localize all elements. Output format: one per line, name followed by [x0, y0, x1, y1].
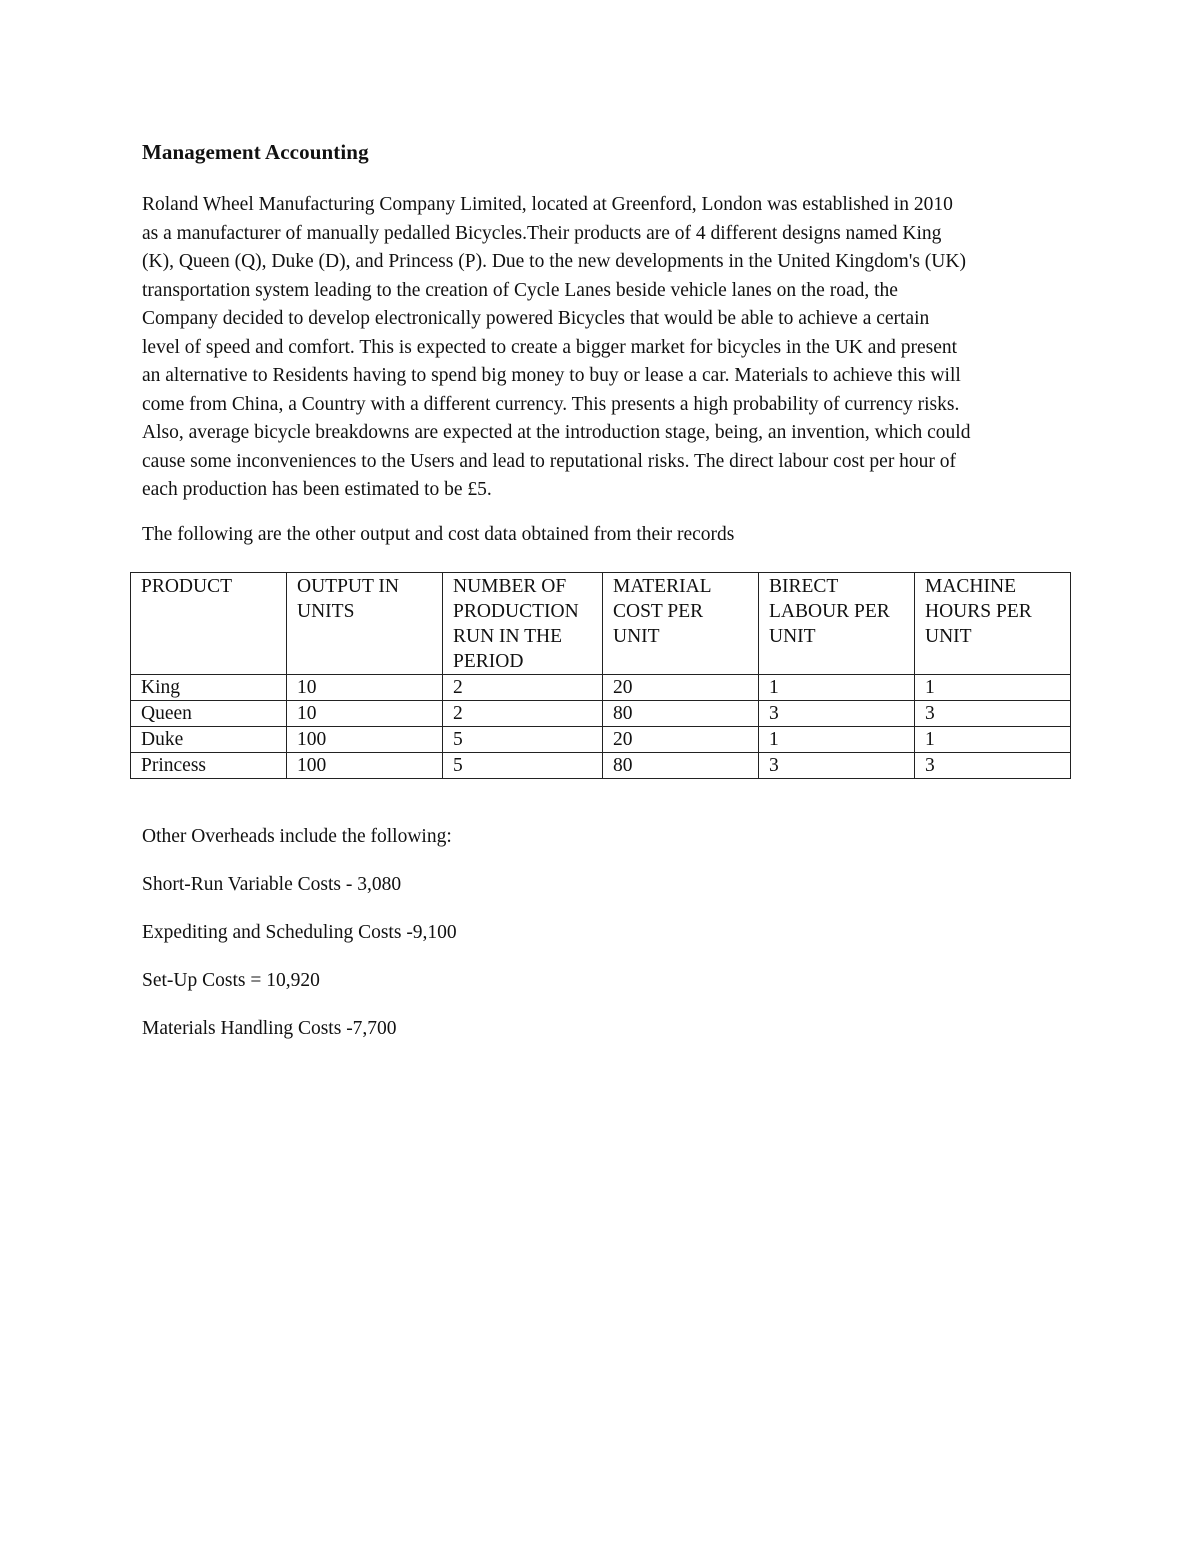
cell-direct-labour: 3	[759, 701, 915, 727]
intro-line: each production has been estimated to be £5.	[142, 479, 492, 500]
cell-machine-hours: 3	[915, 701, 1071, 727]
header-material-cost: MATERIAL COST PER UNIT	[603, 573, 759, 675]
cell-machine-hours: 3	[915, 753, 1071, 779]
table-row	[131, 701, 1071, 727]
header-direct-labour: BIRECT LABOUR PER UNIT	[759, 573, 915, 675]
cell-output-units: 100	[287, 753, 443, 779]
cell-production-runs: 5	[443, 727, 603, 753]
header-output-units: OUTPUT IN UNITS	[287, 573, 443, 675]
intro-line: (K), Queen (Q), Duke (D), and Princess (P). Due to the new developments in the United Kingdom's (UK)	[142, 251, 966, 272]
header-production-runs: NUMBER OF PRODUCTION RUN IN THE PERIOD	[443, 573, 603, 675]
intro-line: an alternative to Residents having to spend big money to buy or lease a car. Materials to achieve this will	[142, 365, 961, 386]
cell-output-units: 10	[287, 701, 443, 727]
overhead-item: Materials Handling Costs -7,700	[142, 1018, 397, 1039]
table-row	[131, 675, 1071, 701]
product-cost-table	[130, 572, 1071, 779]
cell-direct-labour: 1	[759, 675, 915, 701]
intro-line: Company decided to develop electronically powered Bicycles that would be able to achieve a certain	[142, 308, 930, 329]
intro-line: Also, average bicycle breakdowns are expected at the introduction stage, being, an invention, which could	[142, 422, 971, 443]
table-row	[131, 727, 1071, 753]
cell-direct-labour: 1	[759, 727, 915, 753]
cell-product: Princess	[131, 753, 287, 779]
cell-product: Duke	[131, 727, 287, 753]
overhead-item: Expediting and Scheduling Costs -9,100	[142, 922, 457, 943]
cell-material-cost: 80	[603, 701, 759, 727]
table-header-row	[131, 573, 1071, 675]
header-product: PRODUCT	[131, 573, 287, 675]
intro-line: Roland Wheel Manufacturing Company Limited, located at Greenford, London was established in 2010	[142, 194, 953, 215]
overhead-item: Short-Run Variable Costs - 3,080	[142, 874, 402, 895]
table-row	[131, 753, 1071, 779]
cell-machine-hours: 1	[915, 727, 1071, 753]
cell-production-runs: 2	[443, 675, 603, 701]
cell-product: King	[131, 675, 287, 701]
overheads-intro: Other Overheads include the following:	[142, 826, 452, 847]
cell-output-units: 100	[287, 727, 443, 753]
table-lead-text: The following are the other output and cost data obtained from their records	[142, 524, 735, 545]
cell-direct-labour: 3	[759, 753, 915, 779]
cell-material-cost: 20	[603, 675, 759, 701]
intro-line: as a manufacturer of manually pedalled Bicycles.Their products are of 4 different designs named King	[142, 222, 942, 244]
cell-material-cost: 80	[603, 753, 759, 779]
cell-product: Queen	[131, 701, 287, 727]
intro-line: transportation system leading to the creation of Cycle Lanes beside vehicle lanes on the road, the	[142, 279, 898, 301]
intro-line: cause some inconveniences to the Users and lead to reputational risks. The direct labour cost per hour of	[142, 450, 957, 472]
header-machine-hours: MACHINE HOURS PER UNIT	[915, 573, 1071, 675]
cell-material-cost: 20	[603, 727, 759, 753]
cell-production-runs: 5	[443, 753, 603, 779]
intro-paragraph	[142, 191, 1082, 505]
document-title: Management Accounting	[142, 140, 369, 164]
overhead-item: Set-Up Costs = 10,920	[142, 970, 320, 991]
cell-machine-hours: 1	[915, 675, 1071, 701]
overheads-list	[142, 823, 457, 1063]
cell-production-runs: 2	[443, 701, 603, 727]
intro-line: come from China, a Country with a different currency. This presents a high probability of currency risks.	[142, 393, 960, 415]
intro-line: level of speed and comfort. This is expected to create a bigger market for bicycles in the UK and present	[142, 336, 958, 358]
cell-output-units: 10	[287, 675, 443, 701]
